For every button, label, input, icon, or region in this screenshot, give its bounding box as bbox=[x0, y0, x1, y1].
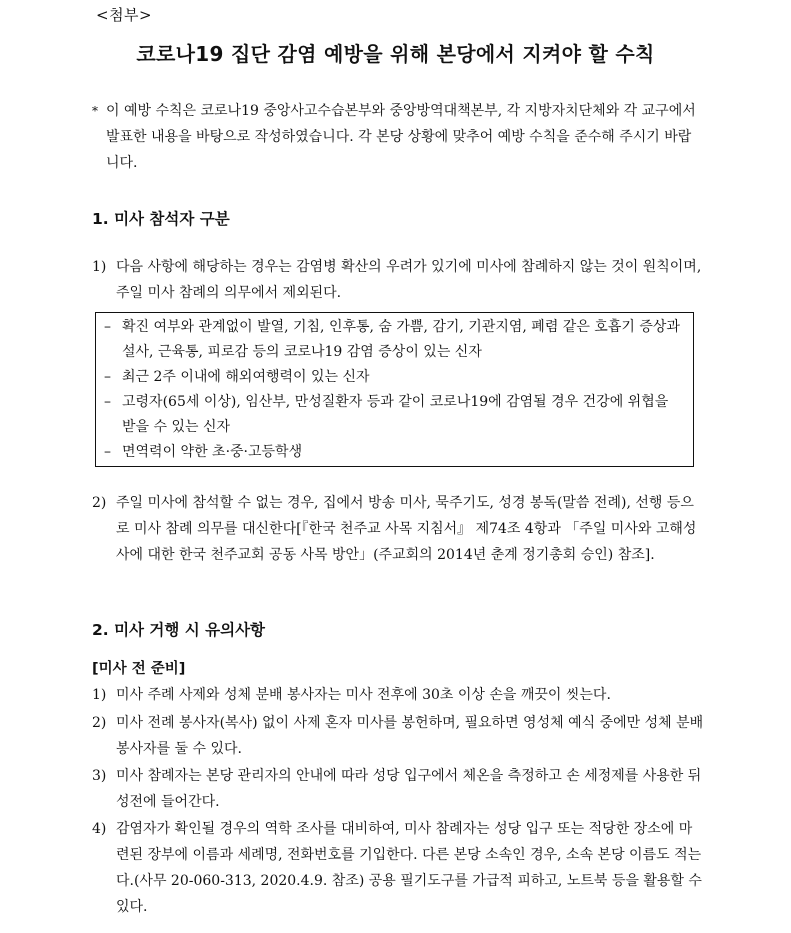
item-number: 3) bbox=[92, 768, 107, 784]
section2-heading: 2. 미사 거행 시 유의사항 bbox=[92, 621, 266, 639]
item-text: 미사 전례 봉사자(복사) 없이 사제 혼자 미사를 봉헌하며, 필요하면 영성체 예식 중에만 성체 분배 봉사자를 둘 수 있다. bbox=[116, 715, 704, 757]
item-number: 4) bbox=[92, 821, 107, 837]
section2-subheading: [미사 전 준비] bbox=[92, 661, 186, 677]
criteria-text: 면역력이 약한 초·중·고등학생 bbox=[122, 444, 303, 460]
criteria-text: 확진 여부와 관계없이 발열, 기침, 인후통, 숨 가쁨, 감기, 기관지염, 폐렴 같은 호흡기 증상과 설사, 근육통, 피로감 등의 코로나19 감염 증상이 있는 신자 bbox=[122, 319, 680, 360]
section1-heading: 1. 미사 참석자 구분 bbox=[92, 210, 230, 228]
criteria-text: 최근 2주 이내에 해외여행력이 있는 신자 bbox=[122, 369, 370, 385]
item-number: 2) bbox=[92, 715, 107, 731]
section1-item-2 bbox=[92, 490, 704, 568]
preface-note bbox=[92, 98, 704, 176]
dash-marker: – bbox=[104, 394, 111, 410]
note-asterisk: * bbox=[92, 104, 98, 118]
dash-marker: – bbox=[104, 319, 111, 335]
page-title: 코로나19 집단 감염 예방을 위해 본당에서 지켜야 할 수칙 bbox=[136, 42, 655, 66]
criteria-text: 고령자(65세 이상), 임산부, 만성질환자 등과 같이 코로나19에 감염될 경우 건강에 위협을 받을 수 있는 신자 bbox=[122, 394, 669, 435]
item-text: 미사 참례자는 본당 관리자의 안내에 따라 성당 입구에서 체온을 측정하고 손 세정제를 사용한 뒤 성전에 들어간다. bbox=[116, 768, 702, 810]
item-number: 1) bbox=[92, 259, 107, 275]
item-number: 1) bbox=[92, 687, 107, 703]
attachment-label: <첨부> bbox=[96, 6, 153, 24]
section2-item-4 bbox=[92, 816, 704, 920]
section2-item-2 bbox=[92, 710, 704, 762]
section1-item-1 bbox=[92, 254, 704, 306]
criteria-item bbox=[104, 365, 685, 390]
item-text: 다음 사항에 해당하는 경우는 감염병 확산의 우려가 있기에 미사에 참례하지 않는 것이 원칙이며, 주일 미사 참례의 의무에서 제외된다. bbox=[116, 259, 702, 301]
criteria-item bbox=[104, 390, 685, 440]
dash-marker: – bbox=[104, 369, 111, 385]
criteria-item bbox=[104, 440, 685, 465]
note-text: 이 예방 수칙은 코로나19 중앙사고수습본부와 중앙방역대책본부, 각 지방자치단체와 각 교구에서 발표한 내용을 바탕으로 작성하였습니다. 각 본당 상황에 맞추어 예방 수칙을 준수해 주시기 바랍니다. bbox=[106, 103, 696, 171]
criteria-item bbox=[104, 315, 685, 365]
item-number: 2) bbox=[92, 495, 107, 511]
item-text: 미사 주례 사제와 성체 분배 봉사자는 미사 전후에 30초 이상 손을 깨끗이 씻는다. bbox=[116, 687, 611, 703]
section2-item-1 bbox=[92, 682, 704, 708]
item-text: 주일 미사에 참석할 수 없는 경우, 집에서 방송 미사, 묵주기도, 성경 봉독(말씀 전례), 선행 등으로 미사 참례 의무를 대신한다[『한국 천주교 사목 지침서』 제74조 4항과 「주일 미사와 고해성사에 대한 한국 천주교회 공동 사목 방안」(주교회의 2014년 춘계 정기총회 승인) 참조]. bbox=[116, 495, 697, 563]
exclusion-criteria-box bbox=[95, 312, 694, 467]
dash-marker: – bbox=[104, 444, 111, 460]
section2-item-3 bbox=[92, 763, 704, 815]
item-text: 감염자가 확인될 경우의 역학 조사를 대비하여, 미사 참례자는 성당 입구 또는 적당한 장소에 마련된 장부에 이름과 세례명, 전화번호를 기입한다. 다른 본당 소속인 경우, 소속 본당 이름도 적는다.(사무 20-060-313, 2020.4.9. 참조) 공용 필기도구를 가급적 피하고, 노트북 등을 활용할 수 있다. bbox=[116, 821, 702, 915]
